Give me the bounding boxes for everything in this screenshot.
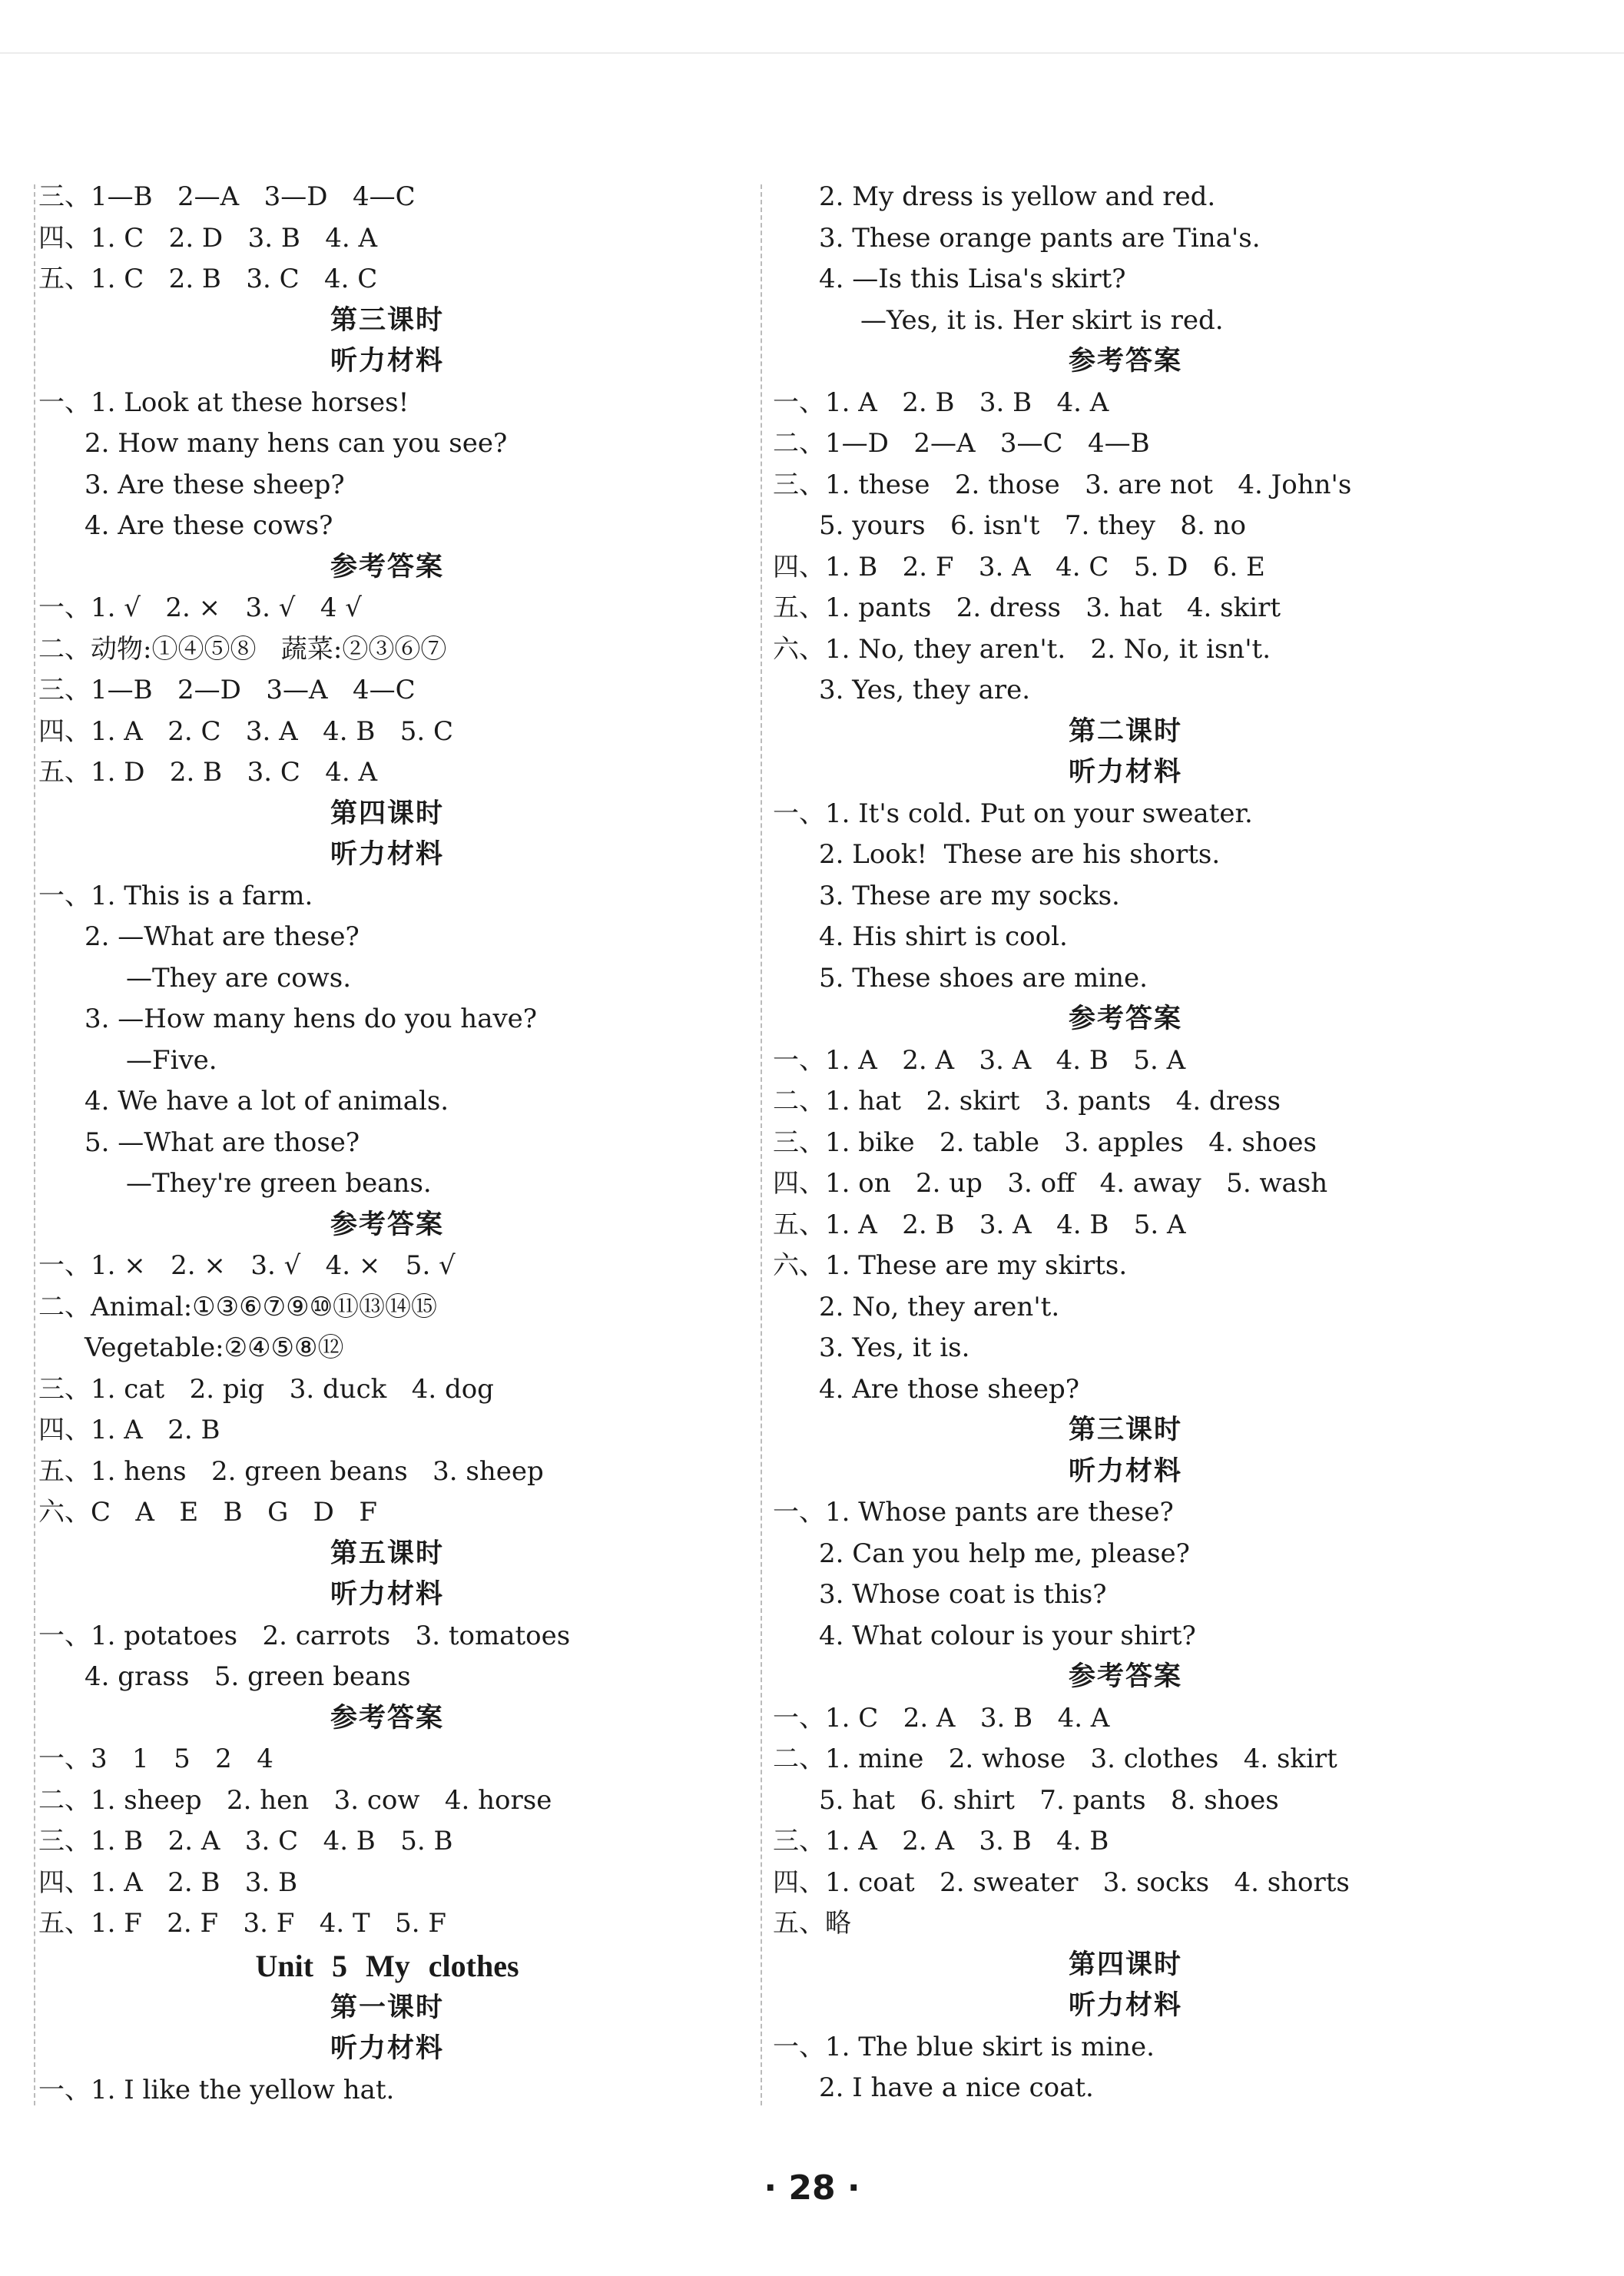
- section-heading: 参考答案: [1068, 1004, 1182, 1034]
- answer-line: 四、1. on 2. up 3. off 4. away 5. wash: [773, 1168, 1328, 1199]
- answer-line: —They're green beans.: [126, 1168, 432, 1199]
- answer-line: 4. His shirt is cool.: [819, 921, 1068, 952]
- answer-line: 一、1. I like the yellow hat.: [38, 2074, 395, 2105]
- answer-line: 四、1. B 2. F 3. A 4. C 5. D 6. E: [773, 551, 1265, 582]
- answer-line: 四、1. C 2. D 3. B 4. A: [38, 222, 378, 254]
- answer-line: 2. My dress is yellow and red.: [819, 181, 1216, 212]
- answer-line: 三、1. bike 2. table 3. apples 4. shoes: [773, 1126, 1317, 1158]
- section-heading: 参考答案: [1068, 346, 1182, 377]
- answer-line: 一、1. Whose pants are these?: [773, 1497, 1174, 1528]
- section-heading: 参考答案: [330, 551, 444, 582]
- answer-line: 4. We have a lot of animals.: [85, 1086, 449, 1116]
- answer-line: 三、1. A 2. A 3. B 4. B: [773, 1826, 1109, 1856]
- answer-line: 2. How many hens can you see?: [85, 428, 508, 459]
- answer-line: 一、1. C 2. A 3. B 4. A: [773, 1702, 1110, 1734]
- answer-line: 六、1. These are my skirts.: [773, 1250, 1128, 1281]
- section-heading: 听力材料: [330, 1579, 444, 1610]
- section-heading: 听力材料: [330, 839, 444, 870]
- answer-line: 4. Are those sheep?: [819, 1373, 1079, 1405]
- answer-line: 五、1. D 2. B 3. C 4. A: [38, 757, 378, 788]
- section-heading: 第三课时: [1068, 1415, 1182, 1445]
- right-column: [768, 177, 1483, 2109]
- left-column: [34, 177, 741, 2111]
- answer-line: 一、1. A 2. A 3. A 4. B 5. A: [773, 1044, 1186, 1076]
- section-heading: 参考答案: [330, 1702, 444, 1734]
- answer-line: 5. yours 6. isn't 7. they 8. no: [819, 510, 1247, 541]
- section-heading: 第三课时: [330, 304, 444, 336]
- answer-line: 二、1. hat 2. skirt 3. pants 4. dress: [773, 1086, 1281, 1116]
- answer-line: 3. Yes, it is.: [819, 1332, 970, 1363]
- answer-line: 五、1. C 2. B 3. C 4. C: [38, 264, 378, 294]
- section-heading: 第五课时: [330, 1538, 444, 1569]
- answer-line: 五、1. F 2. F 3. F 4. T 5. F: [38, 1908, 446, 1939]
- answer-line: 二、1—D 2—A 3—C 4—B: [773, 428, 1150, 459]
- section-heading: 听力材料: [1068, 1455, 1182, 1487]
- answer-line: 三、1. cat 2. pig 3. duck 4. dog: [38, 1373, 494, 1405]
- answer-line: 3. Are these sheep?: [85, 469, 345, 500]
- top-rule: [0, 52, 1624, 54]
- answer-line: 5. —What are those?: [85, 1126, 360, 1158]
- answer-line: —They are cows.: [126, 962, 352, 994]
- answer-line: 二、1. sheep 2. hen 3. cow 4. horse: [38, 1784, 552, 1816]
- answer-line: 三、1—B 2—A 3—D 4—C: [38, 181, 416, 212]
- answer-line: 4. What colour is your shirt?: [819, 1620, 1196, 1651]
- answer-line: 2. I have a nice coat.: [819, 2072, 1094, 2103]
- section-heading: 第一课时: [330, 1992, 444, 2023]
- page-number: · 28 ·: [764, 2168, 860, 2208]
- answer-line: 一、3 1 5 2 4: [38, 1743, 273, 1774]
- answer-line: 一、1. × 2. × 3. √ 4. × 5. √: [38, 1250, 456, 1281]
- section-heading: 第四课时: [1068, 1949, 1182, 1980]
- answer-line: 一、1. Look at these horses!: [38, 387, 409, 418]
- answer-line: 三、1. these 2. those 3. are not 4. John's: [773, 469, 1352, 500]
- answer-line: 四、1. coat 2. sweater 3. socks 4. shorts: [773, 1866, 1350, 1898]
- answer-line: 五、略: [773, 1908, 851, 1939]
- answer-line: 2. Look! These are his shorts.: [819, 839, 1221, 870]
- section-heading: 参考答案: [1068, 1661, 1182, 1692]
- answer-line: 3. These are my socks.: [819, 880, 1120, 911]
- answer-line: 4. grass 5. green beans: [85, 1661, 411, 1692]
- answer-line: 3. Yes, they are.: [819, 675, 1031, 705]
- section-heading: 第四课时: [330, 798, 444, 829]
- answer-line: 一、1. √ 2. × 3. √ 4 √: [38, 592, 362, 623]
- section-heading: 听力材料: [1068, 757, 1182, 788]
- answer-line: 4. —Is this Lisa's skirt?: [819, 264, 1126, 294]
- answer-line: 二、1. mine 2. whose 3. clothes 4. skirt: [773, 1743, 1337, 1774]
- answer-line: 四、1. A 2. B 3. B: [38, 1866, 298, 1898]
- answer-line: 五、1. pants 2. dress 3. hat 4. skirt: [773, 592, 1281, 623]
- section-heading: 参考答案: [330, 1209, 444, 1240]
- answer-line: 2. No, they aren't.: [819, 1291, 1060, 1322]
- answer-line: 3. These orange pants are Tina's.: [819, 222, 1261, 254]
- answer-line: 2. Can you help me, please?: [819, 1538, 1190, 1569]
- answer-line: Vegetable:②④⑤⑧⑫: [85, 1332, 344, 1363]
- column-divider: [761, 184, 762, 2105]
- answer-line: 4. Are these cows?: [85, 510, 333, 541]
- answer-line: 四、1. A 2. B: [38, 1415, 220, 1445]
- answer-line: 3. —How many hens do you have?: [85, 1004, 538, 1034]
- section-heading: 听力材料: [1068, 1990, 1182, 2021]
- answer-line: —Five.: [126, 1044, 217, 1076]
- answer-line: 五、1. A 2. B 3. A 4. B 5. A: [773, 1209, 1186, 1240]
- answer-line: 一、1. A 2. B 3. B 4. A: [773, 387, 1109, 418]
- answer-line: 二、Animal:①③⑥⑦⑨⑩⑪⑬⑭⑮: [38, 1291, 438, 1322]
- answer-line: 5. These shoes are mine.: [819, 962, 1148, 994]
- answer-line: 四、1. A 2. C 3. A 4. B 5. C: [38, 715, 454, 747]
- answer-line: —Yes, it is. Her skirt is red.: [860, 304, 1224, 336]
- answer-line: 三、1—B 2—D 3—A 4—C: [38, 675, 416, 705]
- answer-line: 2. —What are these?: [85, 921, 360, 952]
- answer-line: 5. hat 6. shirt 7. pants 8. shoes: [819, 1784, 1279, 1816]
- answer-line: 五、1. hens 2. green beans 3. sheep: [38, 1455, 544, 1487]
- answer-line: 六、1. No, they aren't. 2. No, it isn't.: [773, 633, 1271, 665]
- answer-line: 六、C A E B G D F: [38, 1497, 377, 1528]
- answer-line: 3. Whose coat is this?: [819, 1579, 1107, 1610]
- answer-line: 一、1. potatoes 2. carrots 3. tomatoes: [38, 1620, 571, 1651]
- answer-line: 三、1. B 2. A 3. C 4. B 5. B: [38, 1826, 453, 1856]
- unit-title: Unit 5 My clothes: [255, 1948, 519, 1983]
- section-heading: 听力材料: [330, 2033, 444, 2064]
- section-heading: 听力材料: [330, 346, 444, 377]
- answer-line: 二、动物:①④⑤⑧ 蔬菜:②③⑥⑦: [38, 633, 447, 665]
- section-heading: 第二课时: [1068, 715, 1182, 747]
- answer-line: 一、1. It's cold. Put on your sweater.: [773, 798, 1253, 829]
- answer-line: 一、1. The blue skirt is mine.: [773, 2031, 1155, 2062]
- answer-line: 一、1. This is a farm.: [38, 880, 313, 911]
